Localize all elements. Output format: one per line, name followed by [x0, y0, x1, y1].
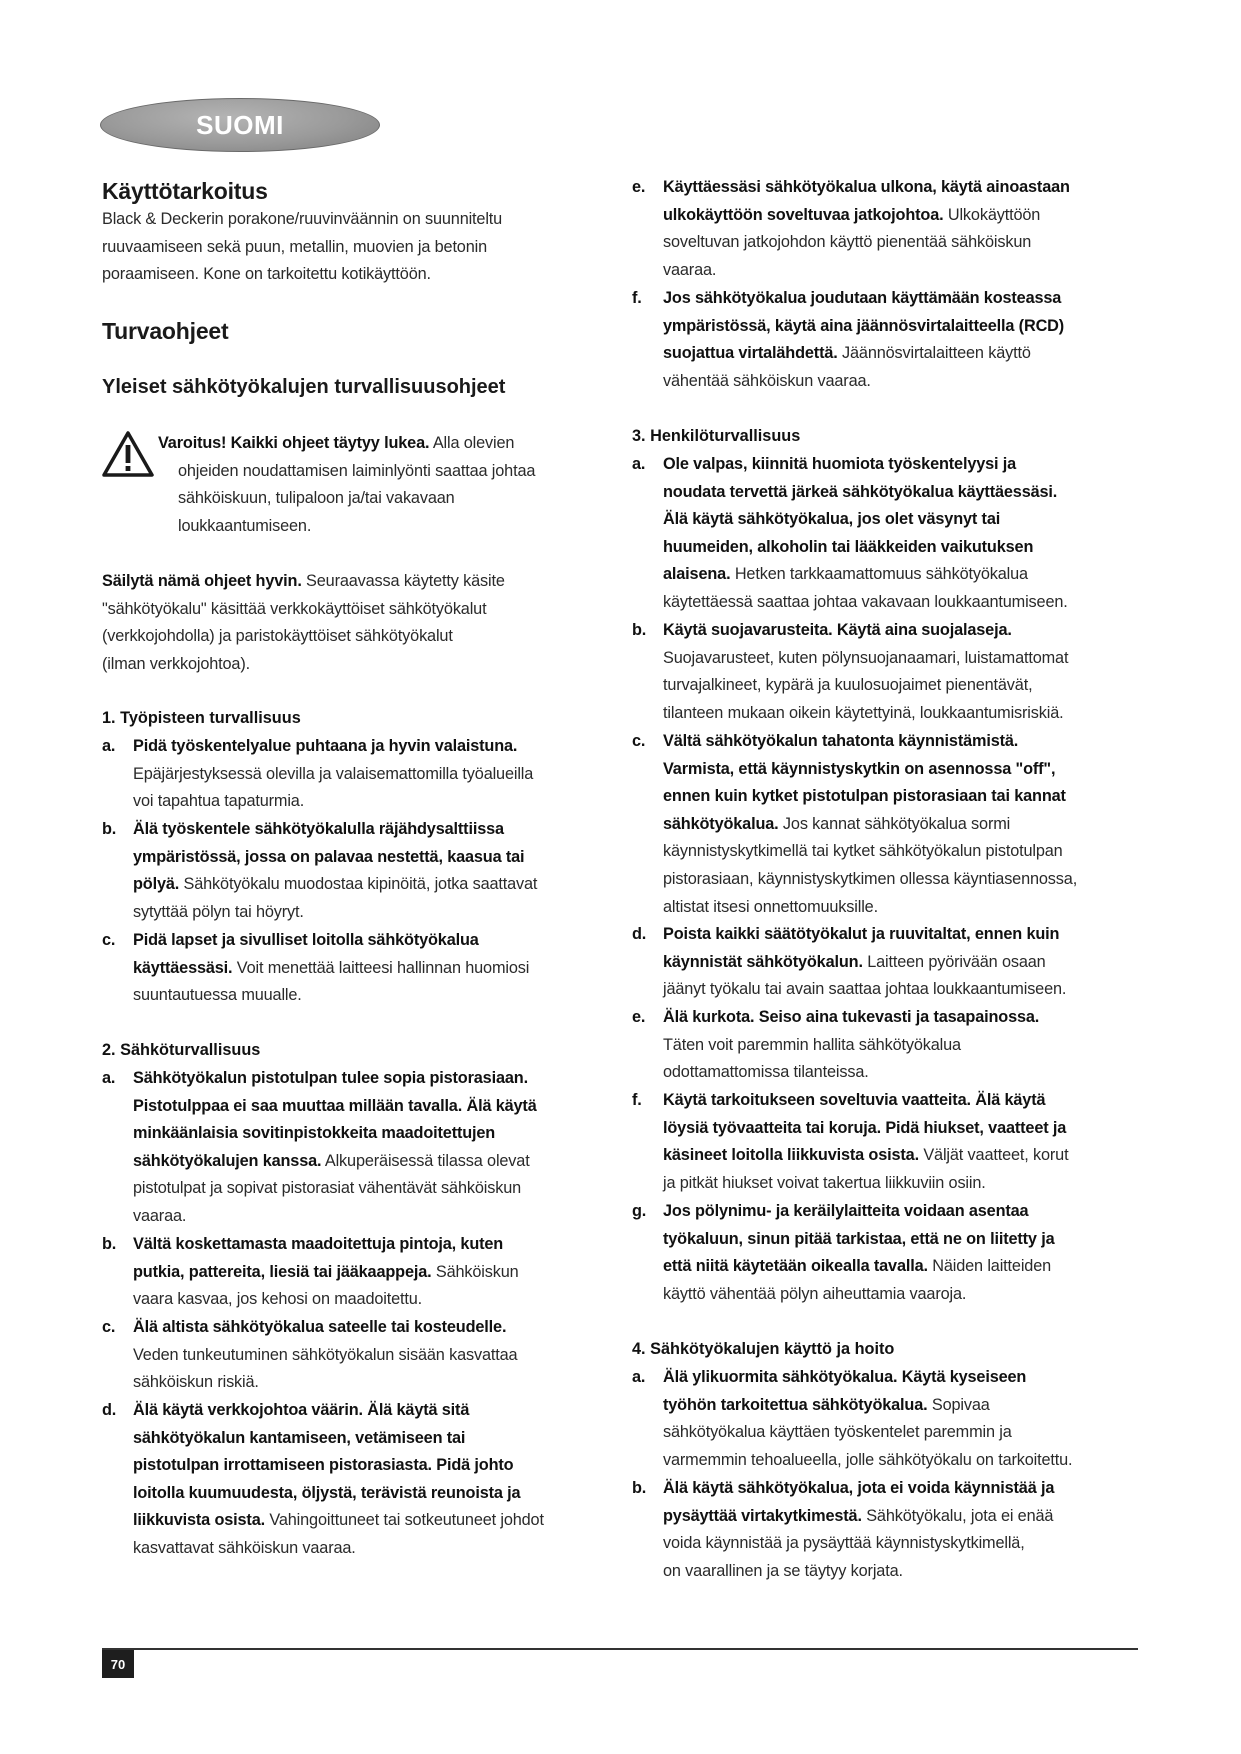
text-line: loukkaantumiseen.: [178, 516, 312, 535]
page-number: 70: [102, 1650, 134, 1678]
warning-block: [102, 430, 622, 550]
language-badge-label: SUOMI: [196, 109, 284, 140]
intended-use-text: [102, 206, 502, 289]
section-title: 1. Työpisteen turvallisuus: [102, 709, 301, 727]
text-line: "sähkötyökalu" käsittää verkkokäyttöiset sähkötyökalut: [102, 599, 487, 618]
text-line: Black & Deckerin porakone/ruuvinväännin on suunniteltu: [102, 210, 503, 228]
warning-triangle-icon: [102, 430, 154, 478]
general-safety-title: Yleiset sähkötyökalujen turvallisuusohjeet: [102, 376, 506, 398]
text-line: ohjeiden noudattamisen laiminlyönti saattaa johtaa: [178, 461, 536, 480]
text-line: sähköiskuun, tulipaloon ja/tai vakavaan: [178, 489, 455, 508]
section-title: 2. Sähköturvallisuus: [102, 1041, 261, 1059]
safety-title: Turvaohjeet: [102, 318, 229, 344]
keep-instructions: [102, 568, 505, 678]
intended-use-title: Käyttötarkoitus: [102, 178, 268, 204]
text-line: poraamiseen. Kone on tarkoitettu kotikäyttöön.: [102, 265, 431, 284]
text-line: Säilytä nämä ohjeet hyvin. Seuraavassa käytetty käsite: [102, 572, 505, 590]
section-title: 3. Henkilöturvallisuus: [632, 427, 801, 445]
section-title: 4. Sähkötyökalujen käyttö ja hoito: [632, 1340, 895, 1358]
text-line: (ilman verkkojohtoa).: [102, 654, 250, 673]
footer-rule: [102, 1648, 1138, 1650]
text-line: ruuvaamiseen sekä puun, metallin, muovien ja betonin: [102, 237, 487, 256]
text-line: (verkkojohdolla) ja paristokäyttöiset sähkötyökalut: [102, 627, 453, 646]
warning-line: Varoitus! Kaikki ohjeet täytyy lukea. Alla olevien: [158, 434, 515, 452]
warning-bold: Varoitus! Kaikki ohjeet täytyy lukea.: [158, 434, 430, 452]
language-badge: [100, 98, 380, 152]
